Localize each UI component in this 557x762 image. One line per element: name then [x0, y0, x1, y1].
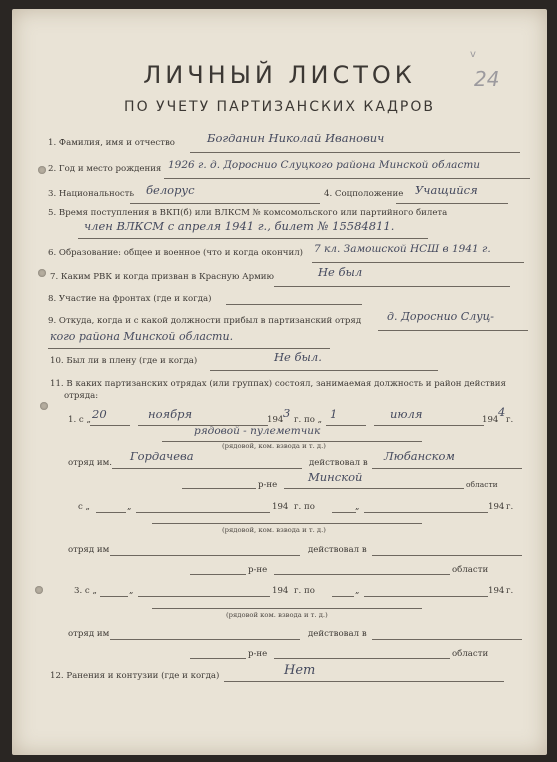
service-3-district-cont-line — [190, 658, 246, 659]
field-2-line — [164, 178, 530, 179]
service-3-month2-line — [364, 596, 488, 597]
field-1-label: 1. Фамилия, имя и отчество — [48, 138, 175, 148]
field-10-line — [210, 370, 438, 371]
service-2-region-suffix: области — [452, 565, 489, 575]
service-3-day2-line — [332, 596, 354, 597]
field-5-line — [78, 238, 428, 239]
service-3-district-line — [372, 639, 522, 640]
service-1-year2-digit: 4 — [498, 405, 506, 419]
service-3-quote2: „ — [355, 586, 360, 596]
service-2-year2-suffix: г. — [506, 502, 514, 512]
field-3-label: 3. Национальность — [48, 189, 135, 199]
service-1-district-cont-line — [182, 488, 256, 489]
service-1-month: ноября — [148, 407, 193, 421]
field-6-value: 7 кл. Замошской НСШ в 1941 г. — [314, 243, 491, 255]
service-1-day2: 1 — [330, 407, 338, 421]
field-12-value: Нет — [284, 663, 316, 678]
service-2-position-line — [152, 523, 422, 524]
service-1-month2-line — [374, 425, 484, 426]
service-3-district-suffix: р-не — [248, 649, 268, 659]
service-2-district-suffix: р-не — [248, 565, 268, 575]
field-4-value: Учащийся — [415, 183, 478, 197]
field-8-line — [226, 304, 362, 305]
service-1-position: рядовой - пулеметчик — [194, 425, 321, 437]
service-3-region-suffix: области — [452, 649, 489, 659]
service-1-unit-line — [112, 468, 302, 469]
field-11-label-cont: отряда: — [64, 391, 99, 401]
field-6-line — [312, 262, 524, 263]
service-1-district-line — [372, 468, 522, 469]
field-3-value: белорус — [146, 183, 195, 197]
service-1-position-caption: (рядовой, ком. взвода и т. д.) — [222, 442, 326, 450]
service-1-day: 20 — [92, 407, 107, 421]
field-2-label: 2. Год и место рождения — [48, 164, 162, 174]
pencil-number: 24 — [474, 67, 500, 91]
field-7-line — [274, 286, 510, 287]
service-3-unit-prefix: отряд им — [68, 629, 110, 639]
service-3-quote: „ — [129, 586, 134, 596]
service-1-day-line — [90, 425, 130, 426]
field-3-line — [130, 203, 320, 204]
service-2-unit-prefix: отряд им — [68, 545, 110, 555]
field-12-label: 12. Ранения и контузии (где и когда) — [50, 671, 220, 681]
service-1-region-line — [284, 488, 464, 489]
field-1-value: Богданин Николай Иванович — [207, 131, 385, 145]
punch-hole — [35, 586, 43, 594]
field-8-label: 8. Участие на фронтах (где и когда) — [48, 294, 212, 304]
field-10-label: 10. Был ли в плену (где и когда) — [50, 356, 198, 366]
service-1-district-suffix: р-не — [258, 480, 278, 490]
service-1-acting-label: действовал в — [309, 458, 368, 468]
field-2-value: 1926 г. д. Дороснио Слуцкого района Минской области — [168, 159, 481, 171]
service-1-year-pre: 194 — [267, 415, 284, 425]
punch-hole — [38, 269, 46, 277]
service-1-prefix: 1. с „ — [68, 415, 91, 425]
punch-hole — [40, 402, 48, 410]
service-3-position-line — [152, 608, 422, 609]
service-1-year2-pre: 194 — [482, 415, 499, 425]
field-12-line — [224, 681, 504, 682]
service-2-month-line — [136, 512, 270, 513]
service-2-quote: „ — [127, 502, 132, 512]
service-3-year2: 194 — [488, 586, 505, 596]
page-title: ЛИЧНЫЙ ЛИСТОК — [143, 61, 416, 89]
service-3-unit-line — [110, 639, 300, 640]
service-3-acting-label: действовал в — [308, 629, 367, 639]
service-1-year2-suffix: г. — [506, 415, 514, 425]
service-3-region-line — [274, 658, 450, 659]
field-9-value-cont: кого района Минской области. — [50, 330, 234, 343]
field-5-value: член ВЛКСМ с апреля 1941 г., билет № 15584811. — [84, 219, 395, 233]
field-5-label: 5. Время поступления в ВКП(б) или ВЛКСМ № комсомольского или партийного билета — [48, 208, 448, 218]
service-2-day2-line — [332, 512, 356, 513]
service-3-year: 194 — [272, 586, 289, 596]
service-2-month2-line — [364, 512, 488, 513]
field-4-label: 4. Соцположение — [324, 189, 404, 199]
service-2-district-line — [372, 555, 522, 556]
service-1-unit-prefix: отряд им. — [68, 458, 113, 468]
service-2-to: г. по — [294, 502, 315, 512]
field-10-value: Не был. — [274, 350, 322, 364]
service-1-day2-line — [326, 425, 366, 426]
service-1-unit-name: Гордачева — [130, 449, 194, 463]
service-2-region-line — [274, 574, 450, 575]
field-7-label: 7. Каким РВК и когда призван в Красную Армию — [50, 272, 274, 282]
punch-hole — [38, 166, 46, 174]
field-9-label: 9. Откуда, когда и с какой должности прибыл в партизанский отряд — [48, 316, 362, 326]
service-2-unit-line — [110, 555, 300, 556]
service-3-day-line — [100, 596, 128, 597]
service-3-year2-suffix: г. — [506, 586, 514, 596]
service-2-quote2: „ — [355, 502, 360, 512]
field-6-label: 6. Образование: общее и военное (что и когда окончил) — [48, 248, 304, 258]
service-2-acting-label: действовал в — [308, 545, 367, 555]
service-1-year-digit: 3 — [283, 406, 291, 420]
service-3-from: 3. с „ — [74, 586, 97, 596]
service-1-month2: июля — [390, 407, 423, 421]
service-1-district: Любанском — [384, 449, 455, 463]
service-1-region: Минской — [308, 470, 363, 484]
service-1-to: г. по „ — [294, 415, 323, 425]
service-2-year2: 194 — [488, 502, 505, 512]
pencil-mark: v — [470, 49, 476, 60]
field-9-value: д. Дороснио Слуц- — [387, 310, 494, 323]
field-7-value: Не был — [318, 265, 363, 279]
service-2-year: 194 — [272, 502, 289, 512]
service-2-day-line — [96, 512, 126, 513]
service-2-position-caption: (рядовой, ком. взвода и т. д.) — [222, 526, 326, 534]
page-subtitle: ПО УЧЕТУ ПАРТИЗАНСКИХ КАДРОВ — [124, 99, 435, 115]
document-sheet — [12, 9, 547, 755]
service-1-region-suffix: области — [466, 480, 498, 489]
service-2-from: с „ — [78, 502, 90, 512]
service-3-to: г. по — [294, 586, 315, 596]
field-9-line — [378, 330, 528, 331]
service-3-position-caption: (рядовой ком. взвода и т. д.) — [226, 611, 328, 619]
field-4-line — [396, 203, 508, 204]
field-9-line-2 — [48, 348, 330, 349]
service-3-month-line — [138, 596, 270, 597]
service-2-district-cont-line — [190, 574, 246, 575]
field-1-line — [190, 152, 520, 153]
field-11-label: 11. В каких партизанских отрядах (или группах) состоял, занимаемая должность и район действия — [50, 379, 506, 389]
